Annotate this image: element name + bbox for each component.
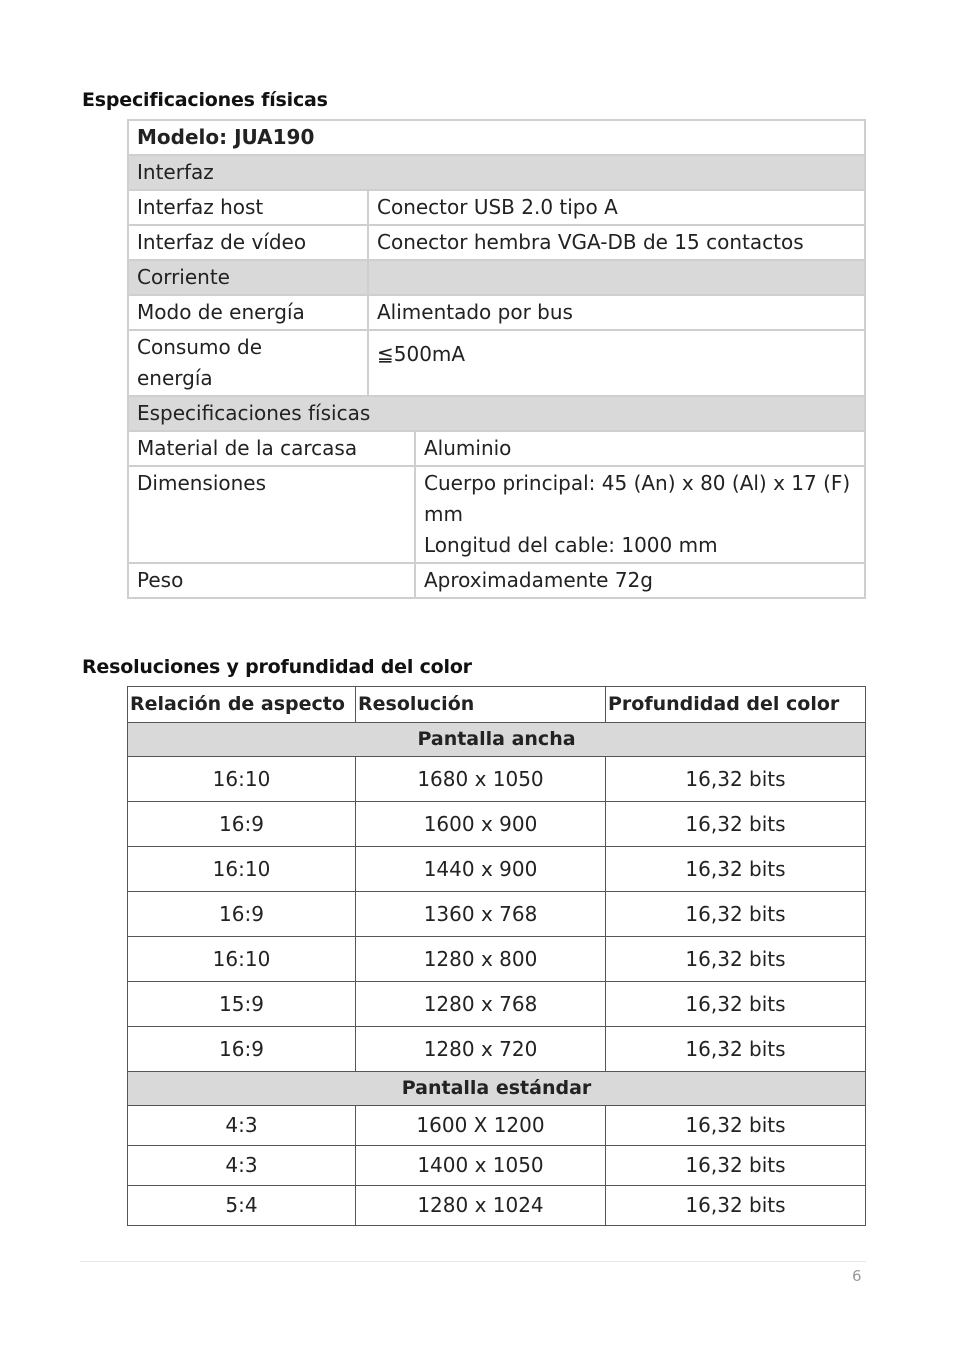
power-section-row: [128, 260, 865, 295]
resolution-cell: 1600 x 900: [356, 802, 606, 847]
video-label: Interfaz de vídeo: [128, 225, 368, 260]
header-row: [128, 687, 866, 723]
resolution-cell: 1600 X 1200: [356, 1106, 606, 1146]
model-row: [128, 120, 865, 155]
weight-label: Peso: [128, 563, 415, 598]
aspect-cell: 15:9: [128, 982, 356, 1027]
standard-band-label: Pantalla estándar: [128, 1072, 866, 1106]
color-depth-cell: 16,32 bits: [606, 1106, 866, 1146]
resolution-cell: 1400 x 1050: [356, 1146, 606, 1186]
standard-rows: [128, 1106, 866, 1226]
resolutions-table: [127, 686, 866, 1226]
table-row: [128, 847, 866, 892]
color-depth-cell: 16,32 bits: [606, 1186, 866, 1226]
resolution-cell: 1280 x 768: [356, 982, 606, 1027]
physical-section-label: Especificaciones físicas: [128, 396, 865, 431]
material-label: Material de la carcasa: [128, 431, 415, 466]
power-mode-value: Alimentado por bus: [368, 295, 865, 330]
power-section-empty: [368, 260, 865, 295]
table-row: [128, 802, 866, 847]
color-depth-cell: 16,32 bits: [606, 847, 866, 892]
aspect-cell: 4:3: [128, 1106, 356, 1146]
color-depth-cell: 16,32 bits: [606, 1027, 866, 1072]
consumption-row: [128, 330, 865, 396]
dimensions-label: Dimensiones: [128, 466, 415, 563]
table-row: [128, 1146, 866, 1186]
wide-band-row: [128, 723, 866, 757]
resolution-cell: 1360 x 768: [356, 892, 606, 937]
color-depth-cell: 16,32 bits: [606, 892, 866, 937]
dimensions-body: Cuerpo principal: 45 (An) x 80 (Al) x 17 (F) mm: [424, 471, 851, 526]
aspect-cell: 16:10: [128, 757, 356, 802]
table-row: [128, 1106, 866, 1146]
interface-section-label: Interfaz: [128, 155, 865, 190]
dimensions-value: [415, 466, 865, 563]
consumption-value: ≦500mA: [368, 330, 865, 396]
table-row: [128, 892, 866, 937]
video-row: [128, 225, 865, 260]
resolution-cell: 1680 x 1050: [356, 757, 606, 802]
table-row: [128, 1186, 866, 1226]
page-number: 6: [852, 1267, 862, 1285]
table-row: [128, 982, 866, 1027]
resolution-cell: 1280 x 800: [356, 937, 606, 982]
wide-band-label: Pantalla ancha: [128, 723, 866, 757]
header-resolution: Resolución: [356, 687, 606, 723]
resolutions-title: Resoluciones y profundidad del color: [82, 656, 472, 678]
color-depth-cell: 16,32 bits: [606, 1146, 866, 1186]
interface-section-row: [128, 155, 865, 190]
aspect-cell: 16:10: [128, 847, 356, 892]
resolution-cell: 1440 x 900: [356, 847, 606, 892]
host-label: Interfaz host: [128, 190, 368, 225]
weight-row: [128, 563, 865, 598]
wide-rows: [128, 757, 866, 1072]
material-value: Aluminio: [415, 431, 865, 466]
resolution-cell: 1280 x 720: [356, 1027, 606, 1072]
color-depth-cell: 16,32 bits: [606, 937, 866, 982]
power-section-label: Corriente: [128, 260, 368, 295]
header-aspect: Relación de aspecto: [128, 687, 356, 723]
table-row: [128, 937, 866, 982]
host-value: Conector USB 2.0 tipo A: [368, 190, 865, 225]
color-depth-cell: 16,32 bits: [606, 802, 866, 847]
consumption-label: Consumo de energía: [128, 330, 368, 396]
footer-divider: [80, 1261, 866, 1262]
specs-table: [127, 119, 866, 599]
model-label: Modelo: JUA190: [128, 120, 865, 155]
table-row: [128, 757, 866, 802]
specs-title: Especificaciones físicas: [82, 89, 328, 111]
table-row: [128, 1027, 866, 1072]
host-row: [128, 190, 865, 225]
standard-band-row: [128, 1072, 866, 1106]
aspect-cell: 4:3: [128, 1146, 356, 1186]
aspect-cell: 16:9: [128, 802, 356, 847]
power-mode-label: Modo de energía: [128, 295, 368, 330]
physical-section-row: [128, 396, 865, 431]
aspect-cell: 16:9: [128, 892, 356, 937]
aspect-cell: 5:4: [128, 1186, 356, 1226]
dimensions-row: [128, 466, 865, 563]
header-color-depth: Profundidad del color: [606, 687, 866, 723]
color-depth-cell: 16,32 bits: [606, 757, 866, 802]
dimensions-cable: Longitud del cable: 1000 mm: [424, 533, 718, 557]
aspect-cell: 16:9: [128, 1027, 356, 1072]
aspect-cell: 16:10: [128, 937, 356, 982]
resolution-cell: 1280 x 1024: [356, 1186, 606, 1226]
power-mode-row: [128, 295, 865, 330]
material-row: [128, 431, 865, 466]
color-depth-cell: 16,32 bits: [606, 982, 866, 1027]
weight-value: Aproximadamente 72g: [415, 563, 865, 598]
video-value: Conector hembra VGA-DB de 15 contactos: [368, 225, 865, 260]
